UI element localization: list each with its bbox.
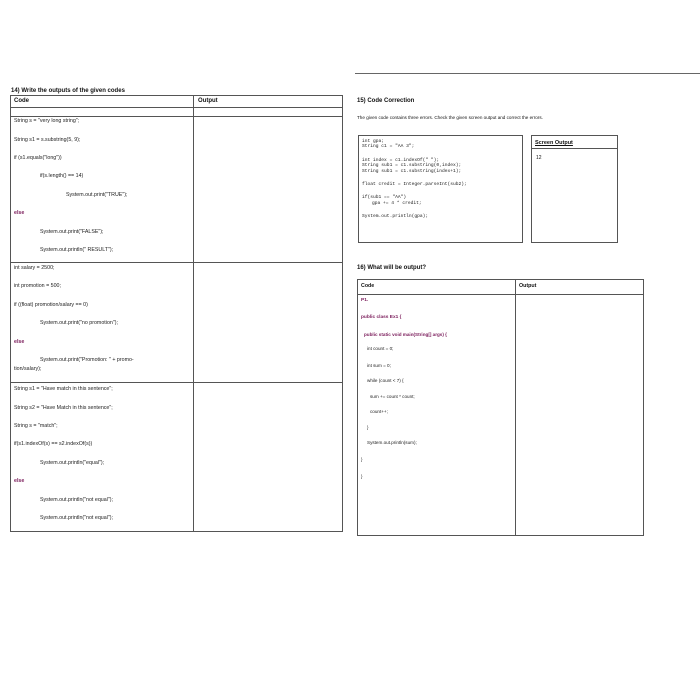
q14-title: 14) Write the outputs of the given codes	[11, 88, 125, 94]
code-line: int index = c1.indexOf(" ");	[362, 157, 440, 163]
code-line: if (s1.equals("long"))	[14, 155, 62, 161]
q15-screen-output-label: Screen Output	[535, 140, 573, 146]
code-line: if(s.length() == 14)	[40, 173, 84, 179]
q16-header-divider	[357, 294, 644, 295]
q15-screen-output-box	[531, 135, 618, 243]
q14-row-divider-1	[10, 116, 343, 117]
code-line: System.out.println("not equal");	[40, 497, 113, 503]
q14-output-header: Output	[198, 98, 218, 104]
q14-code-header: Code	[14, 98, 29, 104]
q16-label: P1.	[361, 298, 369, 303]
q15-screen-output-divider	[531, 148, 618, 149]
q14-row-divider-2	[10, 262, 343, 263]
code-line: String s2 = "Have Match in this sentence";	[14, 405, 113, 411]
code-line: }	[367, 425, 369, 430]
q16-column-divider	[515, 279, 516, 536]
code-line: }	[361, 457, 363, 462]
code-line: System.out.print("Promotion: " + promo-	[40, 357, 134, 363]
code-line: System.out.println("equal");	[40, 460, 105, 466]
code-line: }	[361, 474, 363, 479]
code-line: if ((float) promotion/salary == 0)	[14, 302, 88, 308]
code-line: else	[14, 339, 25, 345]
q14-column-divider	[193, 95, 194, 532]
code-line: sum += count * count;	[370, 394, 415, 399]
q14-header-divider	[10, 107, 343, 108]
code-line: String c1 = "AA 3";	[362, 144, 415, 150]
q16-title: 16) What will be output?	[357, 265, 426, 271]
code-line: count++;	[370, 409, 388, 414]
q15-instructions: The given code contains three errors. Check the given screen output and correct the errors.	[357, 115, 543, 120]
code-line: int promotion = 500;	[14, 283, 61, 289]
code-line: System.out.println(gpa);	[362, 214, 429, 220]
code-line: public class Ex1 {	[361, 315, 402, 320]
code-line: int sum = 0;	[367, 363, 391, 368]
code-line: float credit = Integer.parseInt(sub2);	[362, 182, 467, 188]
q14-row-divider-3	[10, 382, 343, 383]
code-line: System.out.print("FALSE");	[40, 229, 104, 235]
code-line: if(sub1 == "AA")	[362, 195, 407, 201]
code-line: System.out.print("no promotion");	[40, 320, 118, 326]
q15-code	[362, 139, 467, 220]
top-rule	[355, 73, 700, 74]
code-line: System.out.println(sum);	[367, 440, 417, 445]
code-line: System.out.println(" RESULT");	[40, 247, 114, 253]
code-line: String sub1 = c1.substring(0,index);	[362, 163, 462, 169]
code-line: public static void main(String[] args) {	[364, 332, 447, 337]
code-line: String s1 = s.substring(5, 9);	[14, 137, 81, 143]
code-line: int count = 0;	[367, 346, 394, 351]
code-line: else	[14, 210, 25, 216]
code-line: String s1 = "Have match in this sentence";	[14, 386, 113, 392]
code-line: else	[14, 478, 25, 484]
q16-output-header: Output	[519, 283, 537, 289]
code-line: String sub1 = c1.substring(index+1);	[362, 168, 462, 174]
q16-code-header: Code	[361, 283, 375, 289]
code-line: System.out.println("not equal");	[40, 515, 113, 521]
code-line: String s = "very long string";	[14, 118, 80, 124]
code-line: while (count < 7) {	[367, 378, 404, 383]
code-line: int salary = 2500;	[14, 265, 55, 271]
code-line: String s = "match";	[14, 423, 58, 429]
code-line: tion/salary);	[14, 366, 42, 372]
code-line: int gpa;	[362, 139, 385, 144]
code-line: if(s1.indexOf(s) == s2.indexOf(s))	[14, 441, 93, 447]
q15-screen-output-value: 12	[536, 155, 542, 161]
code-line: gpa += 4 * credit;	[372, 200, 422, 206]
q15-title: 15) Code Correction	[357, 98, 415, 104]
code-line: System.out.print("TRUE");	[66, 192, 128, 198]
